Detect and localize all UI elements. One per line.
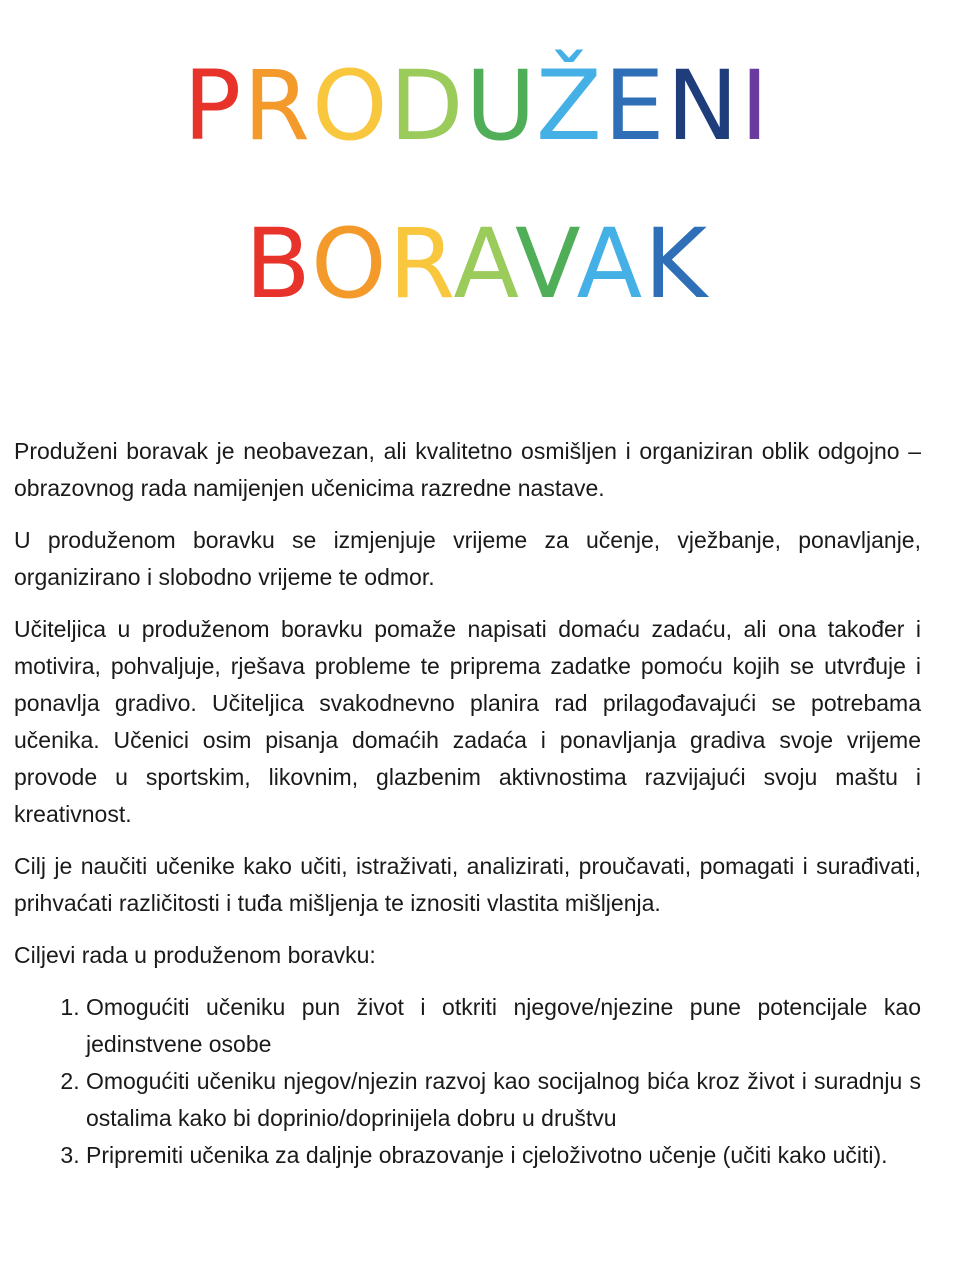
list-item: 2. Omogućiti učeniku njegov/njezin razvoj kao socijalnog bića kroz život i suradnju s ostalima kako bi doprinio/doprinijela dobru u društvu <box>86 1063 921 1137</box>
title-letter: B <box>244 208 312 320</box>
paragraph-intro: Produženi boravak je neobavezan, ali kvalitetno osmišljen i organiziran oblik odgojno – obrazovnog rada namijenjen učenicima razredne nastave. <box>14 438 921 501</box>
goals-list <box>14 989 921 1174</box>
title-letter: O <box>311 50 390 162</box>
title-letter: A <box>453 208 515 320</box>
title-letter: V <box>514 208 577 320</box>
title-line-1 <box>0 27 954 185</box>
document-body <box>14 433 921 1174</box>
paragraph-schedule: U produženom boravku se izmjenjuje vrijeme za učenje, vježbanje, ponavljanje, organizirano i slobodno vrijeme te odmor. <box>14 527 921 590</box>
title-letter: E <box>603 50 667 162</box>
title-letter: P <box>183 50 244 162</box>
title-letter: R <box>388 208 454 320</box>
document-page <box>0 27 954 1279</box>
list-item: 3. Pripremiti učenika za daljnje obrazovanje i cjeloživotno učenje (učiti kako učiti). <box>86 1137 921 1174</box>
title-letter: D <box>389 50 466 162</box>
goals-heading: Ciljevi rada u produženom boravku: <box>14 942 376 968</box>
paragraph-teacher: Učiteljica u produženom boravku pomaže napisati domaću zadaću, ali ona također i motivira, pohvaljuje, rješava probleme te priprema zadatke pomoću kojih se utvrđuje i ponavlja gradivo. Učiteljica svakodnevno planira rad prilagođavajući se potrebama učenika. Učenici osim pisanja domaćih zadaća i ponavljanja gradiva svoje vrijeme provode u sportskim, likovnim, glazbenim aktivnostima razvijajući svoju maštu i kreativnost. <box>14 616 921 827</box>
title-letter: Ž <box>536 50 604 162</box>
title-letter: I <box>740 50 771 162</box>
title-letter: A <box>576 208 645 320</box>
title-letter: N <box>666 50 741 162</box>
title-letter: U <box>465 50 537 162</box>
paragraph-aim: Cilj je naučiti učenike kako učiti, istraživati, analizirati, proučavati, pomagati i surađivati, prihvaćati različitosti i tuđa mišljenja te iznositi vlastita mišljenja. <box>14 853 921 916</box>
list-item: 1. Omogućiti učeniku pun život i otkriti njegove/njezine pune potencijale kao jedinstvene osobe <box>86 989 921 1063</box>
title-letter: O <box>311 208 389 320</box>
document-title <box>0 27 954 343</box>
title-letter: K <box>644 208 710 320</box>
title-line-2 <box>0 185 954 343</box>
title-letter: R <box>243 50 312 162</box>
